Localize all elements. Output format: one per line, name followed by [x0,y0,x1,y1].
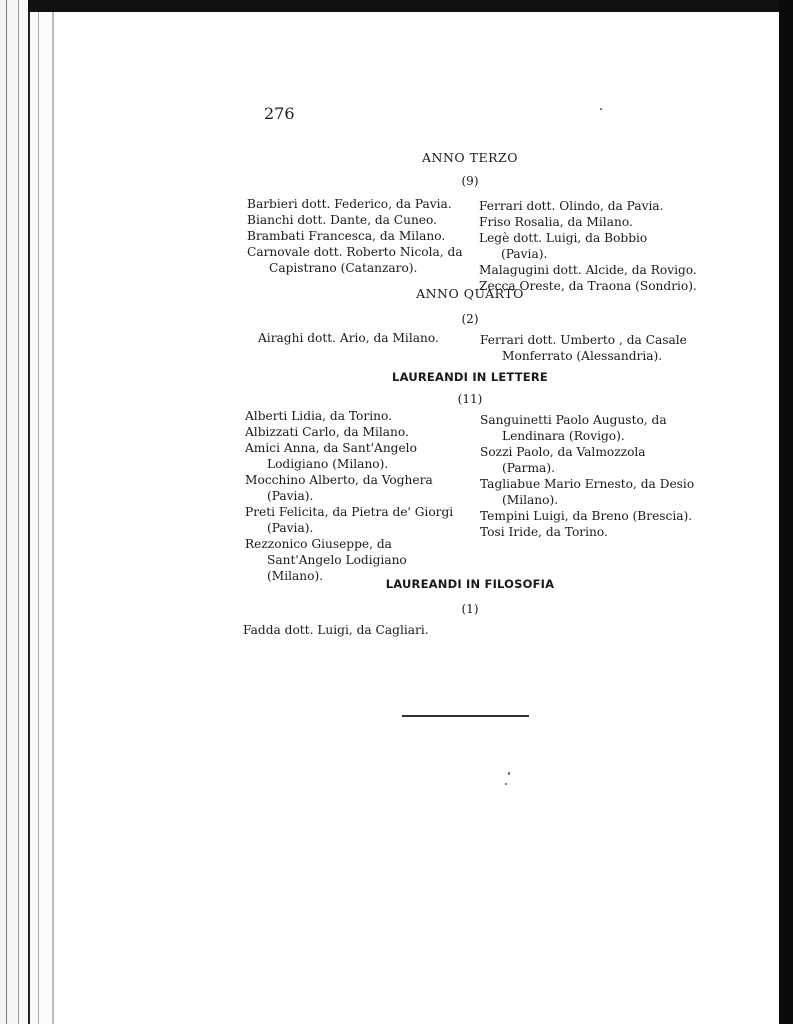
list-item: Legè dott. Luigi, da Bobbio (Pavia). [479,231,648,261]
list-item: Zecca Oreste, da Traona (Sondrio). [479,279,697,293]
list-anno-quarto-right [480,332,696,364]
list-item: Tagliabue Mario Ernesto, da Desio (Milano). [480,477,695,507]
list-item: Brambati Francesca, da Milano. [247,229,446,243]
list-item: Albizzati Carlo, da Milano. [245,425,409,439]
page-top-edge [28,0,793,12]
list-item: Rezzonico Giuseppe, da Sant'Angelo Lodigiano (Milano). [245,537,407,583]
list-filosofia [243,622,483,638]
list-item: Tempini Luigi, da Breno (Brescia). [480,509,693,523]
section-count-lettere: (11) [457,392,483,406]
page-right-edge [779,0,793,1024]
list-item: Ferrari dott. Olindo, da Pavia. [479,199,664,213]
list-anno-quarto-left [258,330,458,346]
list-item: Tosi Iride, da Torino. [480,525,608,539]
section-title-anno-quarto: ANNO QUARTO [416,286,524,301]
list-item: Airaghi dott. Ario, da Milano. [258,331,439,345]
list-item: Fadda dott. Luigi, da Cagliari. [243,623,429,637]
list-item: Malagugini dott. Alcide, da Rovigo. [479,263,697,277]
list-item: Mocchino Alberto, da Voghera (Pavia). [245,473,433,503]
list-item: Friso Rosalia, da Milano. [479,215,633,229]
list-item: Bianchi dott. Dante, da Cuneo. [247,213,438,227]
list-anno-terzo-right [479,198,697,294]
section-count-filosofia: (1) [461,602,479,616]
list-item: Barbieri dott. Federico, da Pavia. [247,197,452,211]
list-item: Preti Felicita, da Pietra de' Giorgi (Pavia). [245,505,454,535]
section-count-anno-terzo: (9) [461,174,479,188]
section-title-filosofia: LAUREANDI IN FILOSOFIA [385,577,555,591]
list-item: Amici Anna, da Sant'Angelo Lodigiano (Milano). [245,441,417,471]
list-lettere-right [480,412,696,540]
list-item: Carnovale dott. Roberto Nicola, da Capistrano (Catanzaro). [247,245,463,275]
list-lettere-left [245,408,459,584]
scan-speck [508,772,510,775]
list-item: Alberti Lidia, da Torino. [245,409,392,423]
closing-rule [402,715,529,717]
list-anno-terzo-left [247,196,465,276]
page-number: 276 [264,104,295,123]
page-binding-edge [0,0,62,1024]
list-item: Sanguinetti Paolo Augusto, da Lendinara (Rovigo). [480,413,667,443]
list-item: Ferrari dott. Umberto , da Casale Monferrato (Alessandria). [480,333,687,363]
scan-speck [505,783,507,785]
section-title-anno-terzo: ANNO TERZO [422,150,518,165]
section-title-lettere: LAUREANDI IN LETTERE [392,370,548,384]
section-count-anno-quarto: (2) [461,312,479,326]
scan-speck [600,108,602,110]
list-item: Sozzi Paolo, da Valmozzola (Parma). [480,445,646,475]
